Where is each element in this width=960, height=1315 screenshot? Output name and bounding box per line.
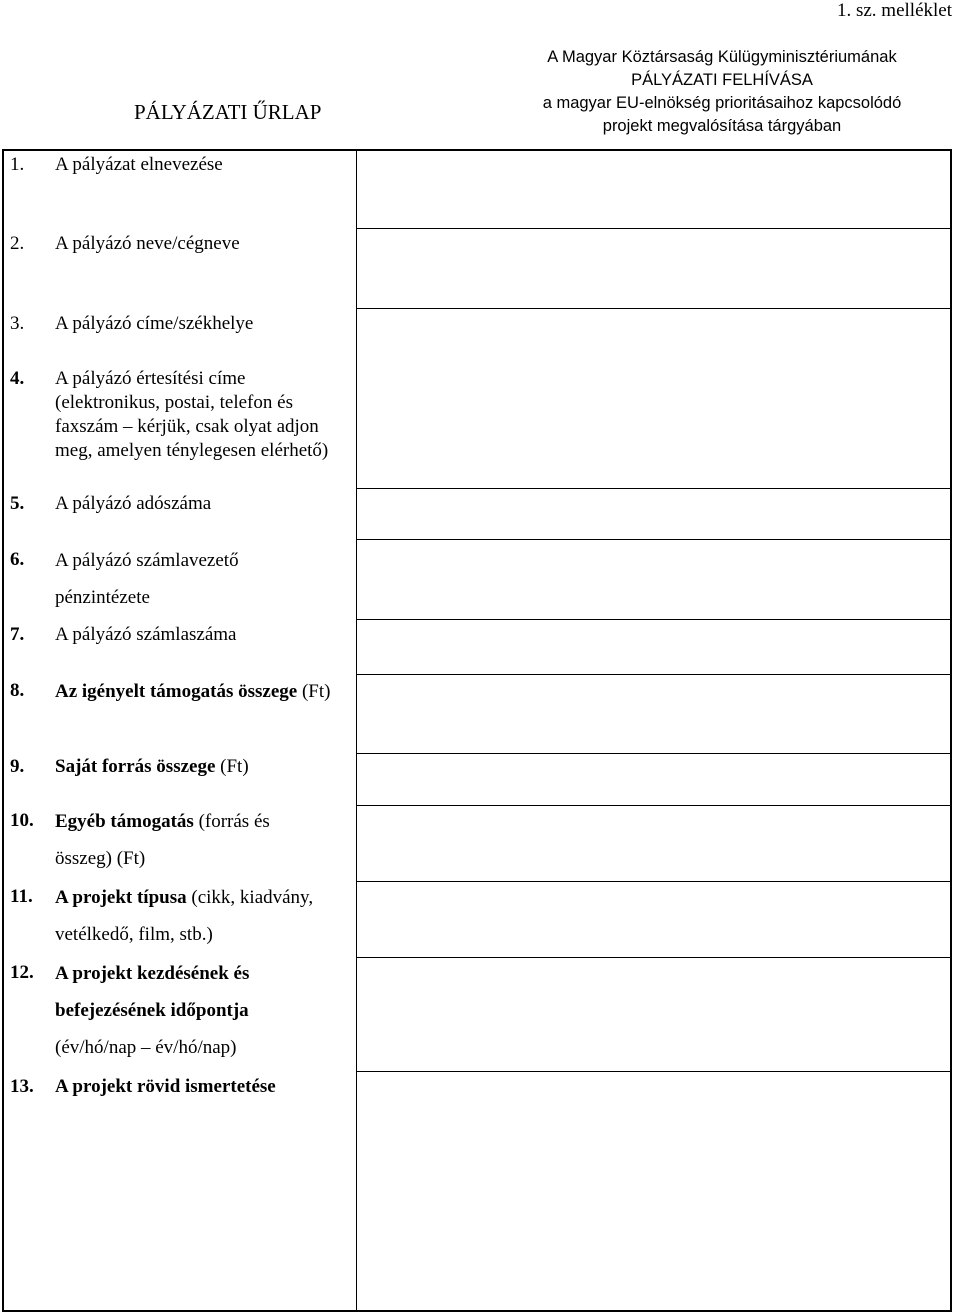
row-label-note: (forrás és összeg) (Ft)	[55, 811, 270, 869]
row-label-main: A pályázó adószáma	[55, 493, 212, 514]
row-divider	[356, 619, 950, 620]
row-label-note: (elektronikus, postai, telefon és faxszám – kérjük, csak olyat adjon meg, amelyen ténylegesen elérhető)	[55, 392, 329, 461]
row-divider	[356, 308, 950, 309]
answer-field-12[interactable]	[358, 883, 950, 957]
answer-field-10[interactable]	[358, 755, 950, 805]
row-divider	[356, 674, 950, 675]
row-label-main: A pályázó értesítési címe	[55, 368, 246, 389]
row-number: 6.	[10, 549, 25, 570]
row-label-main: A pályázó számlavezető pénzintézete	[55, 550, 239, 608]
row-divider	[356, 957, 950, 958]
row-number: 3.	[10, 313, 25, 334]
row-label-main: Saját forrás összege	[55, 756, 216, 777]
annex-label: 1. sz. melléklet	[836, 0, 952, 21]
row-number: 11.	[10, 886, 33, 907]
row-label	[55, 623, 351, 647]
row-label-main: A pályázó neve/cégneve	[55, 233, 240, 254]
row-label-main: A pályázó címe/székhelye	[55, 313, 254, 334]
row-label	[55, 312, 351, 336]
row-label	[55, 955, 305, 1066]
answer-field-11[interactable]	[358, 807, 950, 881]
answer-field-8[interactable]	[358, 621, 950, 674]
answer-field-12b[interactable]	[358, 959, 950, 1071]
call-line-4: projekt megvalósítása tárgyában	[602, 117, 842, 135]
row-number: 2.	[10, 233, 25, 254]
row-label-main: A projekt rövid ismertetése	[55, 1076, 276, 1097]
form-title: PÁLYÁZATI ŰRLAP	[134, 100, 322, 124]
row-label-main: A projekt kezdésének és befejezésének időpontja	[55, 963, 250, 1021]
row-number: 9.	[10, 756, 25, 777]
answer-field-2[interactable]	[358, 230, 950, 308]
row-number: 7.	[10, 624, 25, 645]
row-divider	[356, 1071, 950, 1072]
row-label-note: (Ft)	[301, 681, 331, 702]
call-heading	[500, 46, 944, 138]
row-number: 10.	[10, 810, 34, 831]
row-divider	[356, 228, 950, 229]
row-label-main: A pályázat elnevezése	[55, 154, 223, 175]
row-label-main: A projekt típusa	[55, 887, 187, 908]
row-divider	[356, 753, 950, 754]
row-number: 12.	[10, 962, 34, 983]
answer-field-9[interactable]	[358, 676, 950, 753]
row-label	[55, 542, 295, 616]
row-label-note: (cikk, kiadvány, vetélkedő, film, stb.)	[55, 887, 314, 945]
row-label	[55, 673, 351, 710]
answer-field-6[interactable]	[358, 541, 950, 619]
row-label	[55, 803, 315, 877]
row-divider	[356, 488, 950, 489]
answer-field-3[interactable]	[358, 310, 950, 488]
row-label	[55, 879, 351, 953]
row-label	[55, 367, 351, 463]
row-number: 1.	[10, 154, 25, 175]
row-label-main: A pályázó számlaszáma	[55, 624, 237, 645]
application-form-table	[2, 149, 952, 1312]
column-divider	[356, 151, 357, 1310]
answer-field-5[interactable]	[358, 490, 950, 539]
row-label-note: (Ft)	[220, 756, 249, 777]
answer-field-1[interactable]	[358, 151, 950, 228]
call-line-3: a magyar EU-elnökség prioritásaihoz kapcsolódó	[542, 94, 902, 112]
row-label	[55, 1075, 351, 1099]
row-number: 5.	[10, 493, 25, 514]
row-label	[55, 755, 351, 779]
row-number: 8.	[10, 680, 25, 701]
row-number: 13.	[10, 1076, 34, 1097]
call-line-1: A Magyar Köztársaság Külügyminisztériumának	[547, 48, 897, 66]
row-number: 4.	[10, 368, 25, 389]
row-label-main: Az igényelt támogatás összege	[55, 681, 298, 702]
call-line-2: PÁLYÁZATI FELHÍVÁSA	[631, 71, 813, 89]
row-label	[55, 153, 351, 177]
row-label	[55, 492, 351, 516]
row-divider	[356, 539, 950, 540]
answer-field-13[interactable]	[358, 1073, 950, 1310]
row-label-main: Egyéb támogatás	[55, 811, 194, 832]
row-divider	[356, 881, 950, 882]
row-label-note: (év/hó/nap – év/hó/nap)	[55, 1037, 237, 1058]
row-divider	[356, 805, 950, 806]
row-label	[55, 232, 351, 256]
